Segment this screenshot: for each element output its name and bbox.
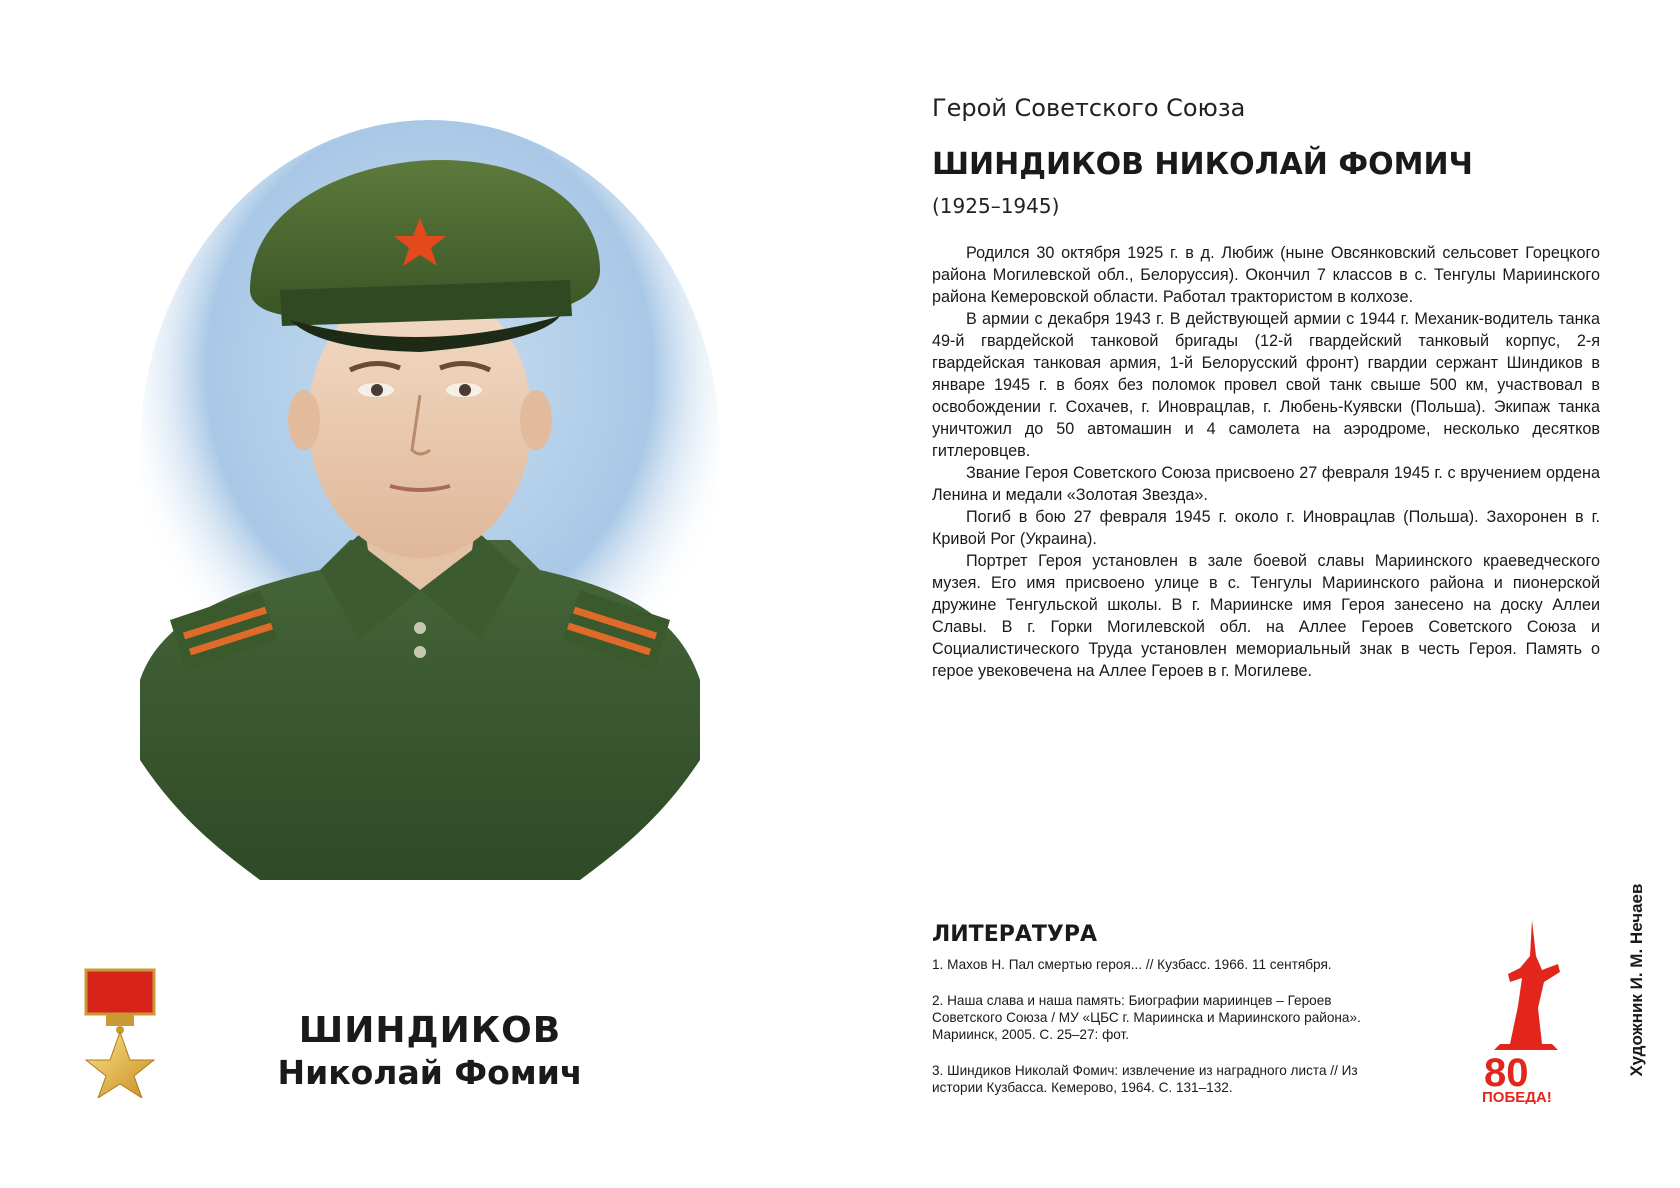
bio-paragraph: Погиб в бою 27 февраля 1945 г. около г. Иноврацлав (Польша). Захоронен в г. Кривой Рог (Украина). bbox=[932, 508, 1600, 548]
literature-item: 2. Наша слава и наша память: Биографии мариинцев – Героев Советского Союза / МУ «ЦБС г. Мариинска и Мариинского района». Мариинск, 2005. С. 25–27: фот. bbox=[932, 993, 1361, 1042]
victory-80-logo bbox=[1480, 916, 1572, 1104]
hero-portrait-painting bbox=[100, 120, 740, 880]
logo-text: ПОБЕДА! bbox=[1482, 1089, 1552, 1104]
motherland-statue-icon bbox=[1508, 920, 1560, 1044]
bio-paragraph: Портрет Героя установлен в зале боевой славы Мариинского краеведческого музея. Его имя присвоено улице в с. Тенгулы Мариинского района и пионерской дружине Тенгульской школы. В г. Мариинске имя Героя занесено на доску Аллеи Славы. В г. Горки Могилевской обл. на Аллее Героев Советского Союза и Социалистического Труда установлен мемориальный знак в честь Героя. Память о герое увековечена на Аллее Героев в г. Могилеве. bbox=[932, 552, 1600, 680]
literature-list bbox=[932, 956, 1402, 1115]
bio-paragraph: В армии с декабря 1943 г. В действующей армии с 1944 г. Механик-водитель танка 49-й гвардейской танковой бригады (12-й гвардейский танковый корпус, 2-я гвардейская танковая армия, 1-й Белорусский фронт) гвардии сержант Шиндиков в январе 1945 г. в боях без поломок провел свой танк свыше 500 км, участвовал в освобождении г. Сохачев, г. Иноврацлав, г. Любень-Куявски (Польша). Экипаж танка уничтожил до 50 автомашин и 4 самолета на аэродроме, несколько десятков гитлеровцев. bbox=[932, 310, 1600, 460]
caption-given-names: Николай Фомич bbox=[277, 1053, 583, 1092]
bio-paragraph: Звание Героя Советского Союза присвоено 27 февраля 1945 г. с вручением ордена Ленина и медали «Золотая Звезда». bbox=[932, 464, 1600, 504]
biography bbox=[932, 242, 1600, 682]
full-name-heading: ШИНДИКОВ НИКОЛАЙ ФОМИЧ bbox=[932, 147, 1473, 182]
artist-credit: Художник И. М. Нечаев bbox=[1627, 883, 1646, 1077]
logo-number: 80 bbox=[1484, 1051, 1529, 1095]
literature-item: 3. Шиндиков Николай Фомич: извлечение из наградного листа // Из истории Кузбасса. Кемерово, 1964. С. 131–132. bbox=[932, 1063, 1358, 1095]
medal-ribbon bbox=[86, 970, 154, 1014]
medal-star bbox=[86, 1032, 154, 1098]
literature-item: 1. Махов Н. Пал смертью героя... // Кузбасс. 1966. 11 сентября. bbox=[932, 957, 1332, 972]
bio-paragraph: Родился 30 октября 1925 г. в д. Любиж (ныне Овсянковский сельсовет Горецкого района Могилевской обл., Белоруссия). Окончил 7 классов в с. Тенгулы Мариинского района Кемеровской области. Работал трактористом в колхозе. bbox=[932, 244, 1600, 306]
hero-title: Герой Советского Союза bbox=[932, 94, 1246, 122]
portrait-caption bbox=[230, 1010, 630, 1094]
life-years: (1925–1945) bbox=[932, 194, 1060, 218]
gold-star-medal bbox=[84, 968, 156, 1098]
literature-heading: ЛИТЕРАТУРА bbox=[932, 922, 1097, 947]
caption-surname: ШИНДИКОВ bbox=[298, 1010, 562, 1051]
